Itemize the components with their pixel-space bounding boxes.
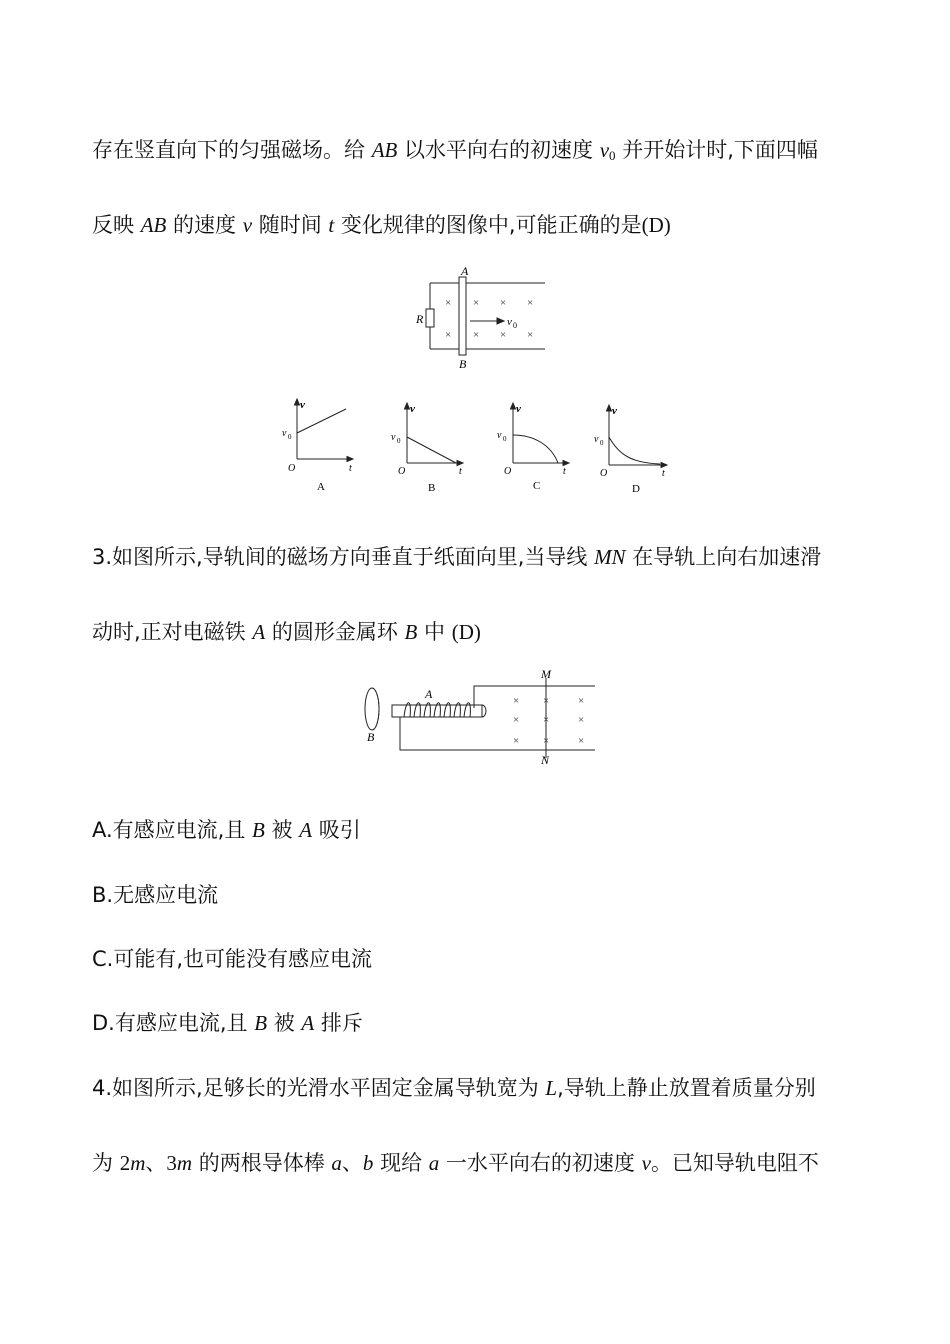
- rod-ab: [459, 277, 466, 355]
- svg-text:×: ×: [473, 329, 480, 341]
- q3-option-b: B.无感应电流: [92, 883, 219, 907]
- q3-line-1: 3.如图所示,导轨间的磁场方向垂直于纸面向里,当导线 MN 在导轨上向右加速滑: [92, 545, 822, 569]
- svg-text:×: ×: [578, 735, 585, 747]
- label-b: B: [367, 730, 375, 744]
- svg-text:×: ×: [513, 735, 520, 747]
- label-a: A: [461, 264, 469, 278]
- svg-text:×: ×: [543, 695, 550, 707]
- svg-text:×: ×: [527, 297, 534, 309]
- svg-text:v: v: [594, 434, 599, 445]
- svg-text:×: ×: [513, 695, 520, 707]
- svg-text:×: ×: [500, 297, 507, 309]
- curve-c: [513, 435, 558, 463]
- q2-graph-a: [278, 395, 358, 495]
- svg-text:0: 0: [397, 437, 401, 445]
- svg-text:0: 0: [600, 439, 604, 447]
- svg-text:×: ×: [500, 329, 507, 341]
- q3-answer: (D): [451, 620, 481, 644]
- label-b: B: [459, 357, 467, 371]
- q2-graph-c: [494, 395, 574, 495]
- label-m: M: [541, 667, 551, 681]
- svg-text:×: ×: [527, 329, 534, 341]
- svg-text:0: 0: [503, 435, 507, 443]
- graph-label-b: B: [428, 482, 436, 494]
- graph-label-c: C: [533, 480, 541, 492]
- svg-text:t: t: [662, 468, 665, 479]
- label-n: N: [541, 753, 550, 767]
- svg-text:t: t: [349, 463, 352, 474]
- q3-electromagnet-figure: [360, 668, 600, 768]
- svg-text:v: v: [612, 405, 617, 417]
- svg-text:O: O: [600, 468, 608, 479]
- svg-text:v: v: [410, 403, 415, 415]
- svg-text:v: v: [516, 403, 521, 415]
- svg-text:×: ×: [543, 735, 550, 747]
- curve-a: [297, 409, 346, 433]
- svg-text:O: O: [504, 466, 512, 477]
- svg-text:×: ×: [578, 695, 585, 707]
- svg-text:v: v: [497, 430, 502, 441]
- svg-text:v: v: [507, 316, 512, 328]
- var-ab: AB: [371, 138, 398, 162]
- q2-graph-d: [592, 397, 672, 497]
- q2-line-2: 反映 AB 的速度 v 随时间 t 变化规律的图像中,可能正确的是(D): [92, 213, 671, 237]
- svg-text:v: v: [391, 432, 396, 443]
- graph-label-d: D: [632, 483, 640, 495]
- svg-text:O: O: [288, 463, 296, 474]
- q2-answer: (D): [641, 213, 671, 237]
- q3-option-c: C.可能有,也可能没有感应电流: [92, 947, 373, 971]
- q3-line-2: 动时,正对电磁铁 A 的圆形金属环 B 中 (D): [92, 620, 481, 644]
- q3-option-d: D.有感应电流,且 B 被 A 排斥: [92, 1011, 363, 1035]
- svg-text:v: v: [282, 428, 287, 439]
- resistor-r: [426, 309, 434, 327]
- svg-text:0: 0: [513, 321, 517, 330]
- svg-text:t: t: [459, 466, 462, 477]
- curve-d: [609, 437, 660, 464]
- svg-text:O: O: [398, 466, 406, 477]
- graph-label-a: A: [317, 481, 325, 493]
- label-a: A: [425, 687, 433, 701]
- q4-line-1: 4.如图所示,足够长的光滑水平固定金属导轨宽为 L,导轨上静止放置着质量分别: [92, 1076, 816, 1100]
- svg-text:×: ×: [445, 329, 452, 341]
- svg-text:t: t: [563, 466, 566, 477]
- q3-option-a: A.有感应电流,且 B 被 A 吸引: [92, 818, 361, 842]
- q2-graph-b: [388, 395, 468, 495]
- svg-text:0: 0: [288, 433, 292, 441]
- q2-line-1: 存在竖直向下的匀强磁场。给 AB 以水平向右的初速度 $v_0$ 并开始计时,下面四幅: [92, 138, 818, 163]
- var-v: v: [599, 138, 610, 162]
- q4-line-2: 为 2m、3m 的两根导体棒 a、b 现给 a 一水平向右的初速度 v。已知导轨电阻不: [92, 1151, 819, 1175]
- svg-text:v: v: [300, 399, 305, 411]
- svg-text:×: ×: [473, 297, 480, 309]
- curve-b: [407, 437, 456, 463]
- label-r: R: [416, 312, 424, 326]
- svg-text:×: ×: [513, 714, 520, 726]
- svg-text:×: ×: [543, 714, 550, 726]
- svg-text:×: ×: [445, 297, 452, 309]
- q2-rail-figure: [400, 265, 560, 375]
- svg-text:×: ×: [578, 714, 585, 726]
